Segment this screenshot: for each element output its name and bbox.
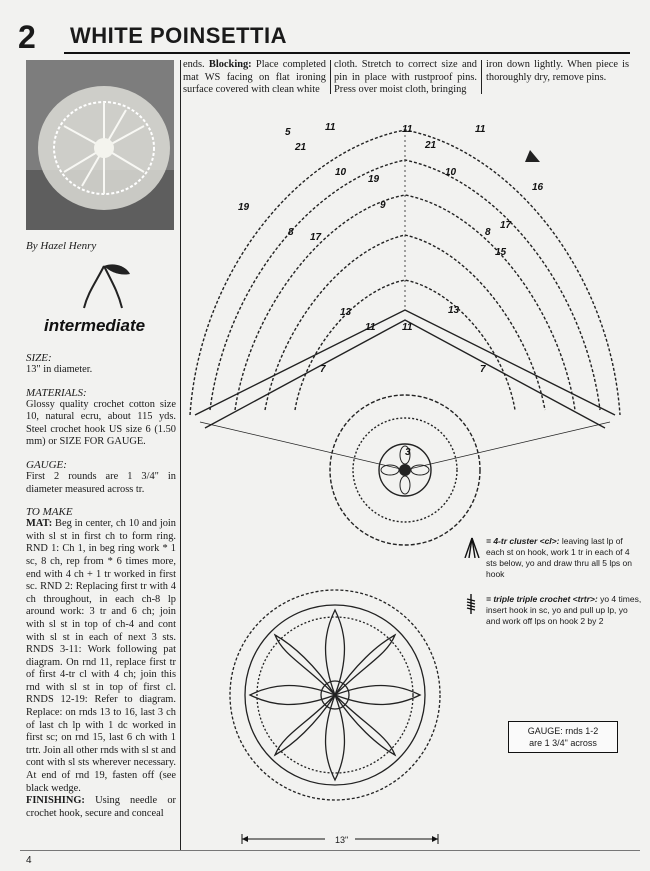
dimension-label: 13"	[335, 835, 349, 845]
diagram-number: 17	[500, 220, 512, 231]
trtr-title: = triple triple crochet <trtr>:	[486, 594, 598, 604]
diagram-number: 17	[310, 232, 322, 243]
diagram-number: 11	[475, 124, 486, 135]
diagram-number: 19	[238, 202, 250, 213]
finishing-text: Using needle or crochet hook, secure and conceal	[26, 795, 176, 819]
cluster-title: = 4-tr cluster <cl>:	[486, 536, 560, 546]
trtr-text: yo 4 times, insert hook in sc, yo and pull up lp, yo and work off lps on hook 2 by 2	[486, 594, 642, 626]
column-4-text: iron down lightly. When piece is thoroughly dry, remove pins.	[486, 59, 629, 83]
page-header	[18, 20, 630, 54]
diagram-number: 16	[532, 182, 544, 193]
photo-image	[26, 60, 174, 230]
skill-badge	[26, 262, 176, 342]
gauge-box-line1: GAUGE: rnds 1-2	[527, 726, 599, 736]
gauge-box	[508, 721, 618, 753]
trtr-symbol-icon	[464, 594, 478, 614]
gauge-text: First 2 rounds are 1 3/4" in diameter measured across tr.	[26, 470, 176, 495]
diagram-number: 7	[320, 364, 326, 375]
left-column	[26, 60, 176, 820]
header-rule	[64, 52, 630, 54]
column-2-text: ends. Blocking: Place completed mat WS facing on flat ironing surface covered with clean white	[183, 59, 326, 96]
diagram-number: 15	[495, 247, 507, 258]
size-heading: SIZE:	[26, 352, 52, 364]
byline: By Hazel Henry	[26, 240, 97, 252]
size-text: 13" in diameter.	[26, 364, 93, 375]
pattern-title: WHITE POINSETTIA	[70, 23, 287, 48]
cluster-symbol-icon	[462, 536, 482, 558]
diagram-number: 8	[288, 227, 294, 238]
cherry-icon	[26, 262, 176, 322]
column-rule	[330, 60, 331, 94]
doily-photo	[26, 60, 174, 230]
diagram-number: 13	[448, 305, 460, 316]
diagram-number: 11	[365, 322, 376, 333]
diagram-number: 21	[425, 140, 437, 151]
gauge-box-line2: are 1 3/4" across	[529, 738, 597, 748]
mat-instructions	[26, 518, 176, 795]
column-3-text: cloth. Stretch to correct size and pin in place with rustproof pins. Press over moist cloth, bringing	[334, 59, 477, 96]
diagram-number: 11	[402, 124, 413, 135]
diagram-number: 21	[295, 142, 307, 153]
gauge-heading: GAUGE:	[26, 458, 67, 471]
page-number: 4	[26, 855, 32, 866]
cluster-text: leaving last lp of each st on hook, work 1 tr in each of 4 sts below, yo and draw thru all 5 lps on hook	[486, 536, 632, 579]
diagram-number: 11	[325, 122, 336, 133]
finishing-instructions	[26, 795, 176, 820]
diagram-number: 11	[402, 322, 413, 333]
mat-label: MAT:	[26, 518, 53, 530]
materials-heading: MATERIALS:	[26, 386, 87, 399]
diagram-number: 5	[285, 127, 291, 138]
skill-level: intermediate	[44, 316, 146, 335]
finishing-label: FINISHING:	[26, 795, 85, 807]
cluster-legend	[462, 536, 642, 580]
to-make-heading: TO MAKE	[26, 506, 73, 519]
pattern-number: 2	[18, 19, 36, 55]
materials-text: Glossy quality crochet cotton size 10, natural ecru, about 115 yds. Steel crochet hook US size 6 (1.50 mm) or SIZE FOR GAUGE.	[26, 398, 176, 448]
diagram-number: 3	[405, 447, 411, 458]
crochet-chart-diagram	[180, 110, 630, 550]
column-rule	[481, 60, 482, 94]
diagram-number: 8	[485, 227, 491, 238]
center-detail-diagram	[225, 575, 445, 820]
trtr-legend	[462, 594, 642, 627]
diagram-number: 7	[480, 364, 486, 375]
bottom-rule	[20, 850, 640, 851]
diagram-number: 19	[368, 174, 380, 185]
diagram-number: 10	[445, 167, 457, 178]
mat-text: Beg in center, ch 10 and join with sl st in first ch to form ring. RND 1: Ch 1, in beg ring work * 1 sc, 8 ch, rep from * 6 times more, end with 4 ch + 1 tr worked in first sc. RND 2: Replacing first tr with 4 ch throughout, in each ch-8 lp around work: 3 tr and 6 ch; join with sl st in top of ch-4 and cont with sl st in each of next 3 sts. RNDS 3-11: Work following pat diagram. On rnd 11, replace first tr of first 4-tr cl with 4 ch; join this rnd with sl st in top of first cl. RNDS 12-19: Refer to diagram. Replace: on rnds 13 to 16, last 3 ch of last ch lp with 1 dc worked in first sc; on rnd 15, last 6 ch with 1 trtr. Join all other rnds with sl st and cont with sl sts wherever necessary. At end of rnd 19, fasten off (see black wedge.	[26, 518, 176, 794]
diagram-number: 9	[380, 200, 386, 211]
diagram-number: 13	[340, 307, 352, 318]
diagram-number: 10	[335, 167, 347, 178]
